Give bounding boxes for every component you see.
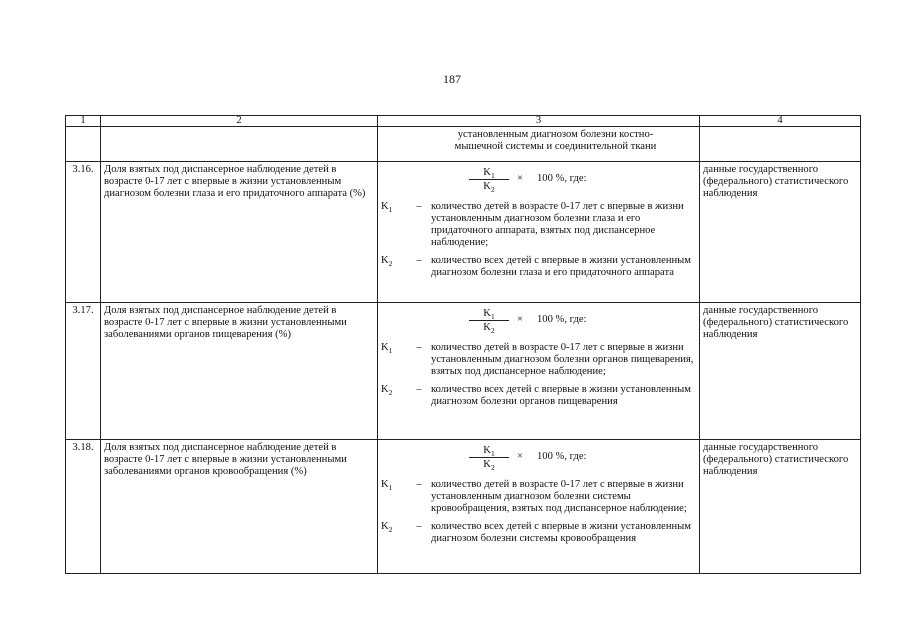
calculation-method (378, 303, 700, 440)
continuation-text: установленным диагнозом болезни костно-мышечной системы и соединительной ткани (454, 129, 657, 152)
table-row (66, 440, 861, 574)
header-col-4: 4 (700, 116, 861, 127)
formula (381, 163, 696, 195)
row-number: 3.16. (72, 164, 94, 175)
table-row (66, 303, 861, 440)
definition-k1: $K_1$ – количество детей в возрасте 0-17 лет с впервые в жизни установленным диагнозом болезни системы кровообращения, взятых под диспансерное наблюдение; (381, 479, 687, 514)
percent-text: 100 %, где: (536, 451, 587, 462)
percent-text: 100 %, где: (536, 173, 587, 184)
formula (381, 304, 696, 336)
indicator-name: Доля взятых под диспансерное наблюдение детей в возрасте 0-17 лет с впервые в жизни установленными заболеваниями органов кровообращения (%) (104, 442, 347, 477)
definition-k1: $K_1$ – количество детей в возрасте 0-17 лет с впервые в жизни установленным диагнозом болезни глаза и его придаточного аппарата, взятых под диспансерное наблюдение; (381, 201, 684, 248)
data-source: данные государственного (федерального) статистического наблюдения (703, 305, 849, 340)
header-col-3: 3 (378, 116, 700, 127)
percent-text: 100 %, где: (536, 314, 587, 325)
multiply-sign: × (517, 173, 523, 184)
row-number: 3.18. (72, 442, 94, 453)
row-number: 3.17. (72, 305, 94, 316)
fraction: $\frac{K_1}{K_2}$ (469, 444, 509, 471)
definition-k2: $K_2$ – количество всех детей с впервые в жизни установленным диагнозом болезни органов пищеварения (381, 384, 691, 407)
indicator-name: Доля взятых под диспансерное наблюдение детей в возрасте 0-17 лет с впервые в жизни установленным диагнозом болезни глаза и его придаточного аппарата (%) (104, 164, 366, 199)
formula (381, 441, 696, 473)
multiply-sign: × (517, 451, 523, 462)
indicator-name: Доля взятых под диспансерное наблюдение детей в возрасте 0-17 лет с впервые в жизни установленными заболеваниями органов пищеварения (%) (104, 305, 347, 340)
data-source: данные государственного (федерального) статистического наблюдения (703, 164, 849, 199)
calculation-method (378, 162, 700, 303)
fraction: $\frac{K_1}{K_2}$ (469, 307, 509, 334)
fraction: $\frac{K_1}{K_2}$ (469, 166, 509, 193)
table-row (66, 162, 861, 303)
header-col-1: 1 (66, 116, 101, 127)
indicators-table (65, 115, 861, 574)
definition-k2: $K_2$ – количество всех детей с впервые в жизни установленным диагнозом болезни системы кровообращения (381, 521, 691, 544)
table-header-row (66, 116, 861, 127)
definition-k2: $K_2$ – количество всех детей с впервые в жизни установленным диагнозом болезни глаза и его придаточного аппарата (381, 255, 691, 278)
definition-k1: $K_1$ – количество детей в возрасте 0-17 лет с впервые в жизни установленным диагнозом болезни органов пищеварения, взятых под диспансерное наблюдение; (381, 342, 694, 377)
calculation-method (378, 440, 700, 574)
page-number: 187 (443, 72, 461, 86)
multiply-sign: × (517, 314, 523, 325)
continuation-row (66, 127, 861, 162)
data-source: данные государственного (федерального) статистического наблюдения (703, 442, 849, 477)
header-col-2: 2 (101, 116, 378, 127)
